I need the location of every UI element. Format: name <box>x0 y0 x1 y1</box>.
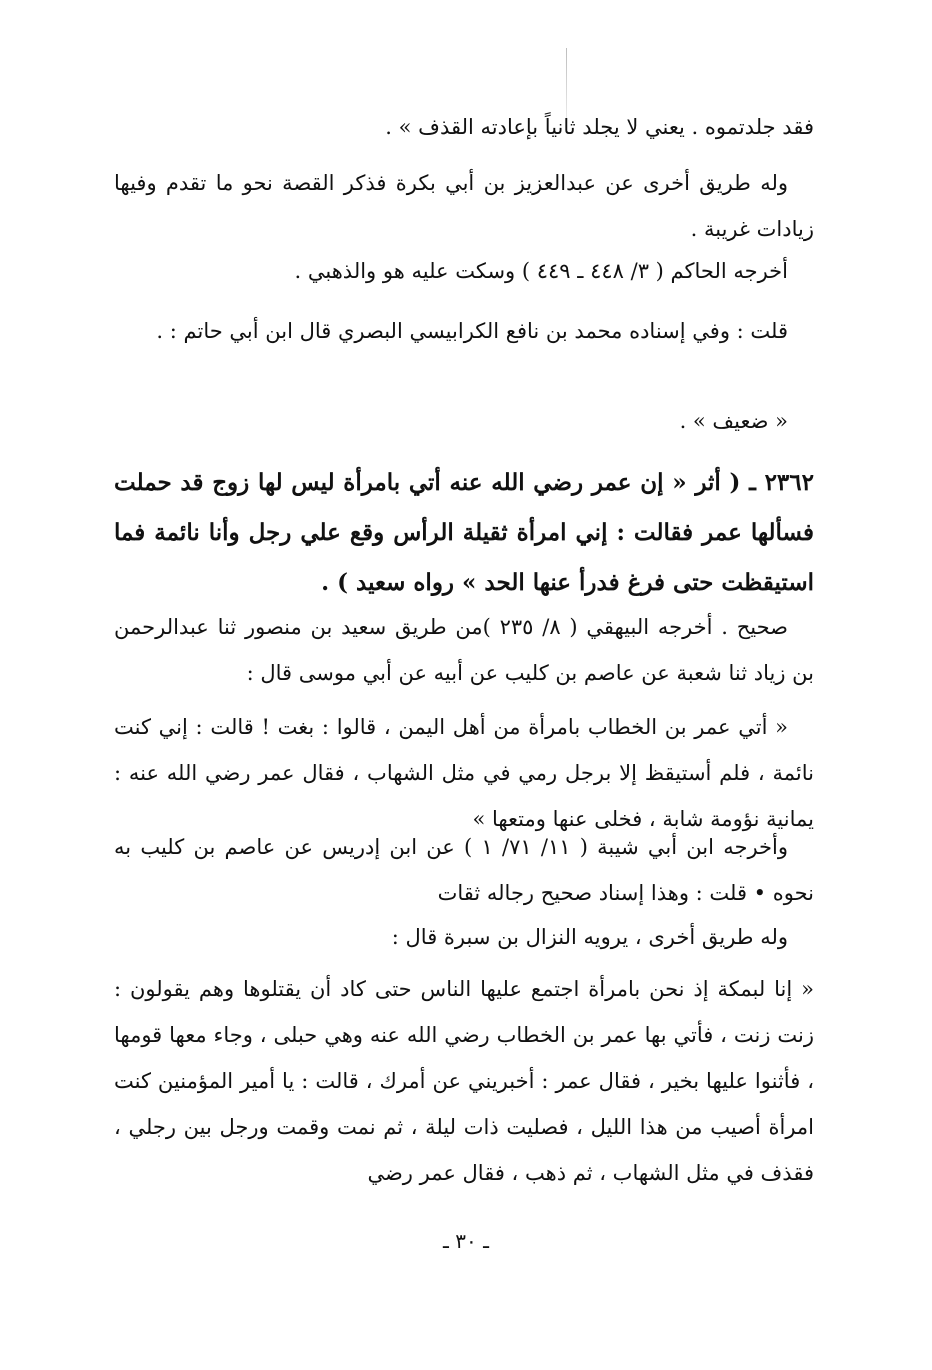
paragraph-4: قلت : وفي إسناده محمد بن نافع الكرابيسي البصري قال ابن أبي حاتم : . <box>156 319 788 343</box>
paragraph-11: « إنا لبمكة إذ نحن بامرأة اجتمع عليها الناس حتى كاد أن يقتلوها وهم يقولون : زنت زنت ، فأتي بها عمر بن الخطاب رضي الله عنه وهي حبلى ، وجاء معها قومها ، فأثنوا عليها بخير ، فقال عمر : أخبريني عن أمرك ، قالت : يا أمير المؤمنين كنت امرأة أصيب من هذا الليل ، فصليت ذات ليلة ، ثم نمت وقمت ورجل بين رجلي ، فقذف في مثل الشهاب ، ثم ذهب ، فقال عمر رضي <box>114 977 814 1185</box>
page-number: ـ ٣٠ ـ <box>443 1229 489 1253</box>
paragraph-2: وله طريق أخرى عن عبدالعزيز بن أبي بكرة فذكر القصة نحو ما تقدم وفيها زيادات غريبة . <box>114 171 814 241</box>
hadith-heading-2362: ٢٣٦٢ ـ ( أثر « إن عمر رضي الله عنه أتي بامرأة ليس لها زوج قد حملت فسألها عمر فقالت : إني امرأة ثقيلة الرأس وقع علي رجل وأنا نائمة فما استيقظت حتى فرغ فدرأ عنها الحد » رواه سعيد ) . <box>114 469 814 596</box>
paragraph-5: « ضعيف » . <box>679 409 788 433</box>
paragraph-7: صحيح . أخرجه البيهقي ( ٨/ ٢٣٥ )من طريق سعيد بن منصور ثنا عبدالرحمن بن زياد ثنا شعبة عن عاصم بن كليب عن أبيه عن أبي موسى قال : <box>114 615 814 685</box>
paragraph-9: وأخرجه ابن أبي شيبة ( ١١/ ٧١/ ١ ) عن ابن إدريس عن عاصم بن كليب به نحوه • قلت : وهذا إسناد صحيح رجاله ثقات <box>114 835 814 905</box>
paragraph-3: أخرجه الحاكم ( ٣/ ٤٤٨ ـ ٤٤٩ ) وسكت عليه هو والذهبي . <box>294 259 788 283</box>
paragraph-10: وله طريق أخرى ، يرويه النزال بن سبرة قال : <box>391 925 788 949</box>
paragraph-8: « أتي عمر بن الخطاب بامرأة من أهل اليمن ، قالوا : بغت ! قالت : إني كنت نائمة ، فلم أستيقظ إلا برجل رمي في مثل الشهاب ، فقال عمر رضي الله عنه : يمانية نؤومة شابة ، فخلى عنها ومتعها » <box>114 715 814 831</box>
paragraph-1: فقد جلدتموه . يعني لا يجلد ثانياً بإعادته القذف » . <box>385 115 814 139</box>
